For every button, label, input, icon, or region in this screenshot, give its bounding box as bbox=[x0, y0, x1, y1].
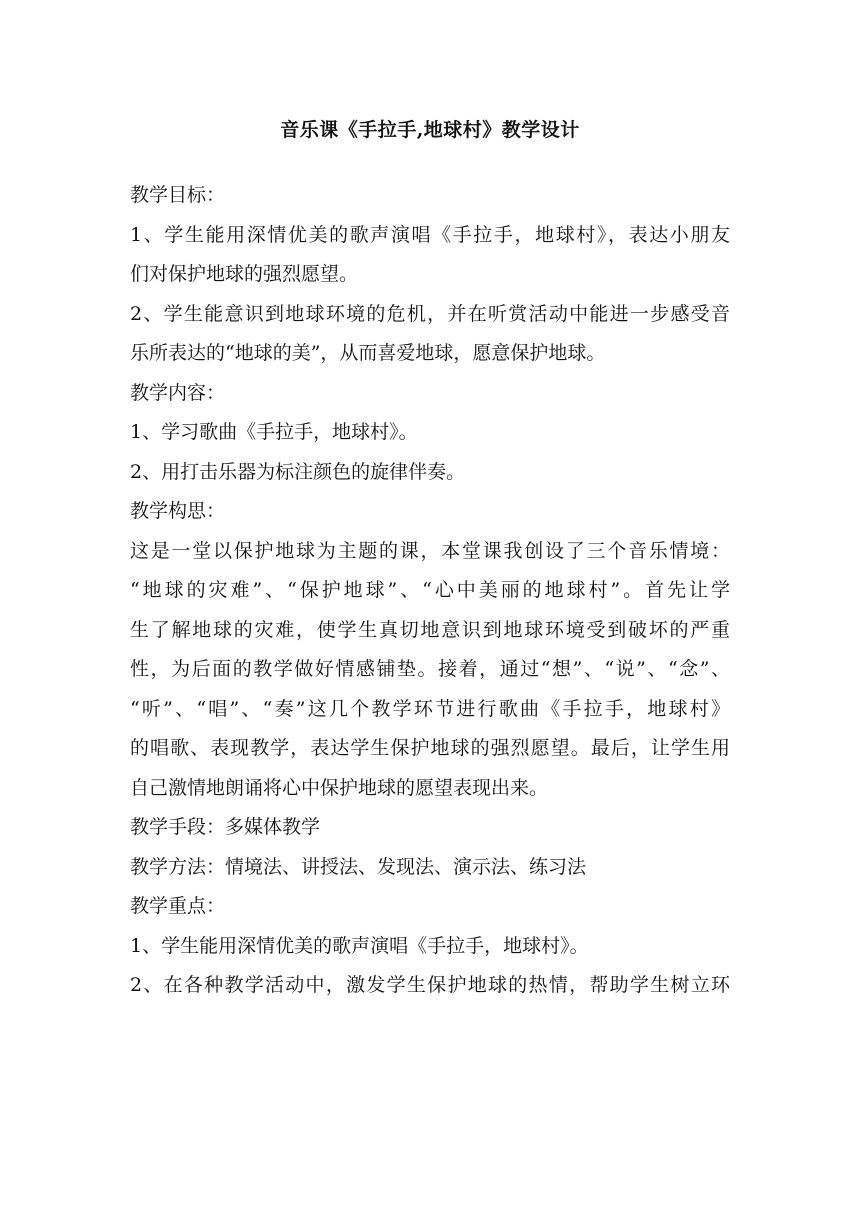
teaching-methods: 教学方法：情境法、讲授法、发现法、演示法、练习法 bbox=[130, 855, 587, 878]
paragraph-line: “听”、“唱”、“奏”这几个教学环节进行歌曲《手拉手，地球村》 bbox=[130, 697, 730, 720]
paragraph-line: 2、学生能意识到地球环境的危机，并在听赏活动中能进一步感受音 bbox=[130, 302, 730, 325]
paragraph-line: 的唱歌、表现教学，表达学生保护地球的强烈愿望。最后，让学生用 bbox=[130, 737, 730, 759]
document-title: 音乐课《手拉手,地球村》教学设计 bbox=[280, 119, 580, 141]
teaching-means: 教学手段：多媒体教学 bbox=[130, 816, 321, 838]
paragraph-line: 生了解地球的灾难，使学生真切地意识到地球环境受到破坏的严重 bbox=[130, 618, 730, 641]
paragraph-line: 性，为后面的教学做好情感铺垫。接着，通过“想”、“说”、“念”、 bbox=[130, 658, 730, 680]
heading-teaching-goals: 教学目标： bbox=[130, 184, 226, 206]
heading-teaching-content: 教学内容： bbox=[130, 381, 226, 404]
document-body bbox=[130, 176, 730, 1006]
paragraph-line: 1、学习歌曲《手拉手，地球村》。 bbox=[130, 421, 418, 443]
paragraph-line: “地球的灾难”、“保护地球”、“心中美丽的地球村”。首先让学 bbox=[130, 579, 730, 601]
paragraph-line: 这是一堂以保护地球为主题的课，本堂课我创设了三个音乐情境： bbox=[130, 539, 730, 562]
paragraph-line: 们对保护地球的强烈愿望。 bbox=[130, 263, 359, 285]
paragraph-line: 1、学生能用深情优美的歌声演唱《手拉手，地球村》。 bbox=[130, 934, 589, 957]
paragraph-line: 1、学生能用深情优美的歌声演唱《手拉手，地球村》，表达小朋友 bbox=[130, 223, 730, 246]
paragraph-line: 乐所表达的“地球的美”，从而喜爱地球，愿意保护地球。 bbox=[130, 342, 606, 364]
heading-teaching-focus: 教学重点： bbox=[130, 895, 226, 917]
paragraph-line: 自己激情地朗诵将心中保护地球的愿望表现出来。 bbox=[130, 776, 549, 799]
heading-teaching-concept: 教学构思： bbox=[130, 500, 226, 522]
paragraph-line: 2、在各种教学活动中，激发学生保护地球的热情，帮助学生树立环 bbox=[130, 974, 730, 996]
paragraph-line: 2、用打击乐器为标注颜色的旋律伴奏。 bbox=[130, 460, 466, 483]
